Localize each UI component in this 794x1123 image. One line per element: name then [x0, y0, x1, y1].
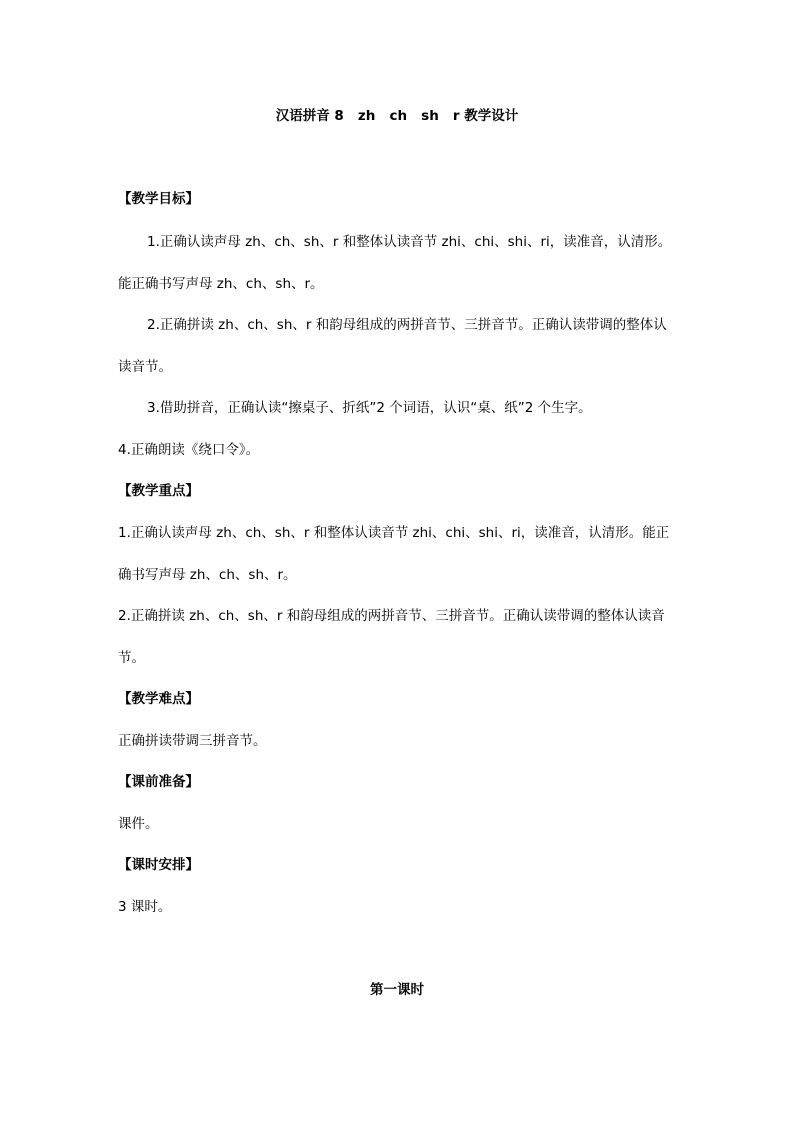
lesson-title: 第一课时	[370, 982, 424, 998]
key-points-item-2-line-1: 2.正确拼读 zh、ch、sh、r 和韵母组成的两拼音节、三拼音节。正确认读带调的整体认读音	[118, 608, 665, 624]
preparation-text: 课件。	[118, 816, 159, 832]
key-points-heading: 【教学重点】	[118, 483, 199, 499]
goals-item-1-line-2: 能正确书写声母 zh、ch、sh、r。	[118, 276, 324, 292]
document-title: 汉语拼音 8 zh ch sh r 教学设计	[275, 108, 519, 124]
difficulties-heading: 【教学难点】	[118, 691, 199, 707]
key-points-item-1-line-1: 1.正确认读声母 zh、ch、sh、r 和整体认读音节 zhi、chi、shi、ri，读准音，认清形。能正	[118, 525, 670, 541]
goals-item-4: 4.正确朗读《绕口令》。	[118, 442, 260, 458]
goals-item-2-line-2: 读音节。	[118, 359, 172, 375]
goals-item-2-line-1: 2.正确拼读 zh、ch、sh、r 和韵母组成的两拼音节、三拼音节。正确认读带调的整体认	[147, 317, 667, 333]
goals-heading: 【教学目标】	[118, 191, 199, 207]
key-points-item-2-line-2: 节。	[118, 650, 145, 666]
goals-item-3: 3.借助拼音，正确认读“擦桌子、折纸”2 个词语，认识“桌、纸”2 个生字。	[147, 400, 592, 416]
difficulties-text: 正确拼读带调三拼音节。	[118, 733, 267, 749]
key-points-item-1-line-2: 确书写声母 zh、ch、sh、r。	[118, 567, 297, 583]
schedule-heading: 【课时安排】	[118, 857, 199, 873]
goals-item-1-line-1: 1.正确认读声母 zh、ch、sh、r 和整体认读音节 zhi、chi、shi、ri，读准音，认清形。	[147, 234, 672, 250]
schedule-text: 3 课时。	[118, 899, 172, 915]
preparation-heading: 【课前准备】	[118, 774, 199, 790]
